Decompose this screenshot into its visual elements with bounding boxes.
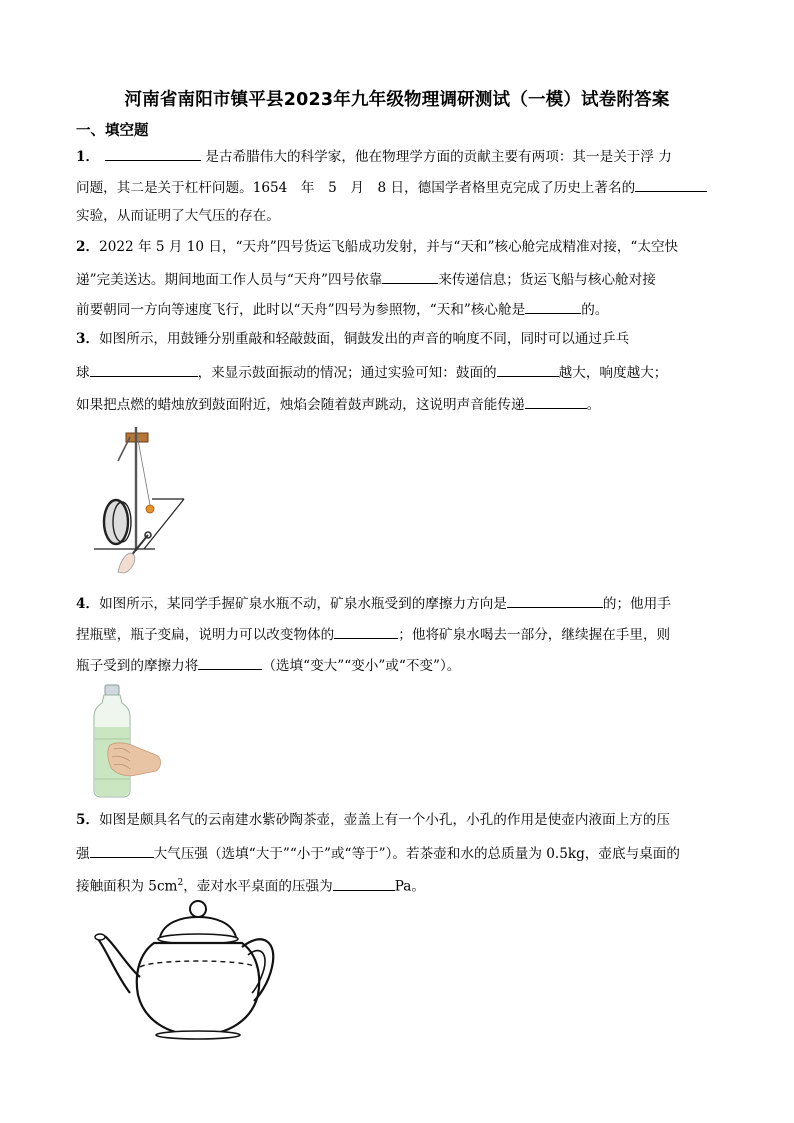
hand-icon xyxy=(108,743,161,776)
q2-text-2a: 递”完美送达。期间地面工作人员与“天舟”四号依靠 xyxy=(76,272,383,288)
q3-line-2 xyxy=(76,362,667,382)
q5-text-3b: ，壶对水平桌面的压强为 xyxy=(183,878,333,895)
q5-line-2 xyxy=(76,843,680,863)
q2-line-2 xyxy=(76,269,656,289)
q1-line-1 xyxy=(76,146,672,166)
q4-blank-3[interactable] xyxy=(198,655,262,670)
q2-line-3 xyxy=(76,299,608,319)
q3-text-3a: 如果把点燃的蜡烛放到鼓面附近，烛焰会随着鼓声跳动，这说明声音能传递 xyxy=(76,397,525,413)
q2-text-2b: 来传递信息；货运飞船与核心舱对接 xyxy=(438,272,656,288)
q1-text-1: 是古希腊伟大的科学家，他在物理学方面的贡献主要有两项：其一是关于浮 力 xyxy=(201,149,672,165)
q5-line-1 xyxy=(76,811,670,829)
stand-arm xyxy=(118,437,130,461)
q3-blank-3[interactable] xyxy=(525,394,587,409)
q1-blank-1[interactable] xyxy=(105,146,201,161)
q4-blank-2[interactable] xyxy=(334,624,398,639)
q5-text-1: 如图是颇具名气的云南建水紫砂陶茶壶，壶盖上有一个小孔，小孔的作用是使壶内液面上方的压 xyxy=(99,812,670,828)
q2-text-3b: 的。 xyxy=(581,302,609,318)
q2-text-1: 2022 年 5 月 10 日，“天舟”四号货运飞船成功发射，并与“天和”核心舱完成精准对接，“太空快 xyxy=(99,239,679,255)
q5-blank-1[interactable] xyxy=(90,843,154,858)
teapot-spout xyxy=(97,935,140,993)
teapot-figure xyxy=(92,897,282,1047)
q5-number: 5． xyxy=(76,812,100,828)
q5-text-3a: 接触面积为 5cm xyxy=(76,878,178,895)
q2-blank-2[interactable] xyxy=(525,299,581,314)
q2-line-1 xyxy=(76,238,678,256)
teapot-knob xyxy=(190,901,206,917)
spout-opening xyxy=(95,934,105,940)
q3-line-3 xyxy=(76,394,600,414)
teapot-base xyxy=(156,1031,240,1039)
q3-blank-1[interactable] xyxy=(90,362,198,377)
q4-line-1 xyxy=(76,593,671,613)
q5-line-3 xyxy=(76,874,425,896)
q2-text-3a: 前要朝同一方向等速度飞行，此时以“天舟”四号为参照物，“天和”核心舱是 xyxy=(76,302,526,318)
q5-text-2b: 大气压强（选填“大于”“小于”或“等于”）。若茶壶和水的总质量为 0.5kg，壶底与桌面的 xyxy=(153,846,680,862)
q1-text-3: 实验，从而证明了大气压的存在。 xyxy=(76,208,280,224)
q4-text-2b: ；他将矿泉水喝去一部分，继续握在手里，则 xyxy=(398,627,671,643)
q4-text-1a: 如图所示，某同学手握矿泉水瓶不动，矿泉水瓶受到的摩擦力方向是 xyxy=(99,596,507,612)
q2-number: 2． xyxy=(76,239,100,255)
q3-blank-2[interactable] xyxy=(497,362,559,377)
q3-text-3b: 。 xyxy=(586,397,601,413)
q3-text-2b: ，来显示鼓面振动的情况；通过实验可知：鼓面的 xyxy=(197,365,497,381)
q4-blank-1[interactable] xyxy=(507,593,603,608)
thread xyxy=(138,440,150,505)
ping-pong-ball xyxy=(146,505,154,513)
q4-text-3b: （选填“变大”“变小”或“不变”）。 xyxy=(262,658,461,674)
q4-number: 4． xyxy=(76,596,100,612)
q1-number: 1． xyxy=(76,149,100,165)
q3-text-2c: 越大，响度越大； xyxy=(558,365,668,381)
water-bottle-figure xyxy=(90,683,170,801)
bottle-cap xyxy=(105,685,119,695)
q3-text-2a: 球 xyxy=(76,365,90,381)
q3-number: 3． xyxy=(76,331,100,347)
q4-line-3 xyxy=(76,655,460,675)
q3-line-1 xyxy=(76,330,629,348)
q5-superscript: 2 xyxy=(177,878,184,888)
q1-blank-2[interactable] xyxy=(635,177,707,192)
section-heading: 一、填空题 xyxy=(76,123,149,139)
q1-line-2 xyxy=(76,177,707,197)
q3-text-1: 如图所示，用鼓锤分别重敲和轻敲鼓面，铜鼓发出的声音的响度不同，同时可以通过乒乓 xyxy=(99,331,630,347)
q1-line-3 xyxy=(76,207,280,225)
q1-text-2: 问题，其二是关于杠杆问题。1654 年 5 月 8 日，德国学者格里克完成了历史上著名的 xyxy=(76,180,636,196)
drum-experiment-figure xyxy=(90,425,210,575)
hand-icon xyxy=(118,553,135,573)
q2-blank-1[interactable] xyxy=(382,269,438,284)
q5-text-3c: Pa。 xyxy=(394,878,425,895)
q4-text-3a: 瓶子受到的摩擦力将 xyxy=(76,658,199,674)
teapot-body xyxy=(137,943,259,1035)
page-title: 河南省南阳市镇平县2023年九年级物理调研测试（一模）试卷附答案 xyxy=(124,90,670,110)
q4-text-1b: 的；他用手 xyxy=(602,596,671,612)
q4-text-2a: 捏瓶壁，瓶子变扁，说明力可以改变物体的 xyxy=(76,627,335,643)
q4-line-2 xyxy=(76,624,670,644)
q5-text-2a: 强 xyxy=(76,846,90,862)
q5-blank-2[interactable] xyxy=(333,876,395,891)
